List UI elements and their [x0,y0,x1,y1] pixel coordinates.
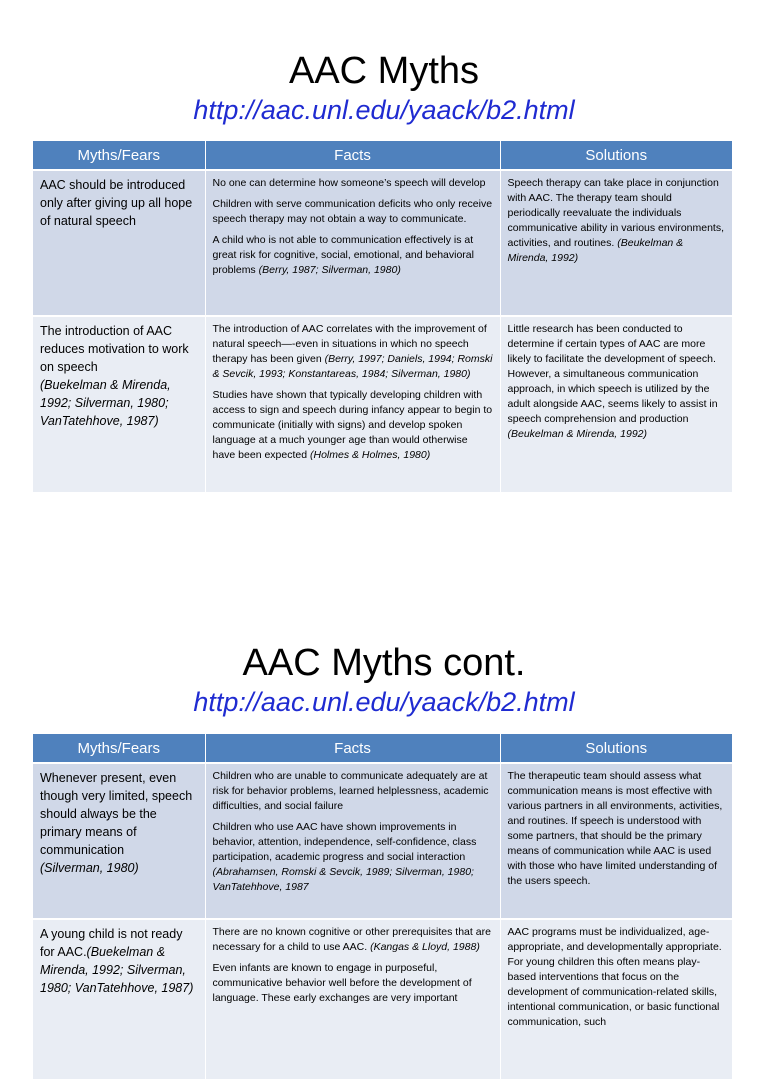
fact-paragraph [213,961,493,1006]
slide-title: AAC Myths cont. [242,642,526,684]
myth-cell [33,763,205,919]
myths-table [33,734,732,1079]
myth-text: AAC should be introduced only after giving up all hope of natural speech [40,178,193,228]
solution-cell [500,919,732,1079]
solution-text: Little research has been conducted to determine if certain types of AAC are more likely to facilitate the development of speech. However, a simultaneous communication approach, in which speech is utilized by the adult alongside AAC, seems likely to assist in speech comprehension and production [507,323,718,425]
solution-cell [500,763,732,919]
facts-cell [205,763,500,919]
solution-cell [500,316,732,492]
facts-cell [205,919,500,1079]
myth-cell [33,170,205,316]
solution-citation: (Beukelman & Mirenda, 1992) [507,428,647,440]
myth-citation: (Buekelman & Mirenda, 1992; Silverman, 1980; VanTatehhove, 1987) [40,378,171,428]
fact-paragraph [213,233,493,278]
myth-citation: (Buekelman & Mirenda, 1992; Silverman, 1980; VanTatehhove, 1987) [40,945,194,995]
fact-citation: (Abrahamsen, Romski & Sevcik, 1989; Silverman, 1980; VanTatehhove, 1987 [212,866,474,893]
fact-text: A child who is not able to communication effectively is at great risk for cognitive, social, emotional, and behavioral problems [212,234,474,276]
myth-text: The introduction of AAC reduces motivation to work on speech [40,324,189,374]
myth-text: Whenever present, even though very limited, speech should always be the primary means of communication [40,771,193,857]
fact-citation: (Holmes & Holmes, 1980) [310,449,431,461]
myth-text: A young child is not ready for AAC. [40,927,183,959]
fact-text: Even infants are known to engage in purposeful, communicative behavior well before the development of language. These early exchanges are very important [212,962,472,1004]
solution-citation: (Beukelman & Mirenda, 1992) [507,237,684,264]
fact-text: Children who use AAC have shown improvements in behavior, attention, independence, self-confidence, class participation, academic progress and social interaction [212,821,477,863]
header-solutions: Solutions [500,734,732,763]
fact-paragraph [213,820,493,895]
fact-text: There are no known cognitive or other prerequisites that are necessary for a child to use AAC. [212,926,491,953]
fact-text: The introduction of AAC correlates with the improvement of natural speech—-even in situations in which no speech therapy has been given [212,323,487,365]
table-row [33,170,732,316]
fact-paragraph [213,769,493,814]
header-myths: Myths/Fears [33,734,205,763]
fact-citation: (Berry, 1987; Silverman, 1980) [258,264,401,276]
fact-paragraph [213,197,493,227]
fact-paragraph [213,322,493,382]
myth-cell [33,316,205,492]
header-facts: Facts [205,734,500,763]
solution-text: Speech therapy can take place in conjunction with AAC. The therapy team should periodically reevaluate the individuals communicative ability in various environments, activities, and routines. [507,177,725,249]
solution-cell [500,170,732,316]
fact-paragraph [213,925,493,955]
header-facts: Facts [205,141,500,170]
fact-citation: (Kangas & Lloyd, 1988) [370,941,480,953]
fact-text: No one can determine how someone’s speech will develop [212,177,486,189]
myths-table [33,141,732,492]
fact-paragraph [213,176,493,191]
slide-1 [0,0,768,461]
fact-paragraph [213,388,493,463]
fact-text: Children with serve communication deficits who only receive speech therapy may not obtain a way to communicate. [212,198,493,225]
table-header-row [33,734,732,763]
table-row [33,919,732,1079]
solution-text: AAC programs must be individualized, age-appropriate, and developmentally appropriate. For young children this often means play-based interventions that focus on the development of communication-related skills, intentional communication, or basic functional communication, such [507,926,722,1028]
header-solutions: Solutions [500,141,732,170]
facts-cell [205,170,500,316]
table-row [33,316,732,492]
solution-text: The therapeutic team should assess what communication means is most effective with various partners in all environments, activities, and routines. If speech is understood with some partners, that should be the primary means of communication while AAC is used with those who have limited understanding of the users speech. [507,770,723,887]
table-row [33,763,732,919]
source-link[interactable]: http://aac.unl.edu/yaack/b2.html [193,687,575,717]
facts-cell [205,316,500,492]
myth-cell [33,919,205,1079]
fact-text: Studies have shown that typically developing children with access to sign and speech during infancy appear to begin to communicate (initially with signs) and develop spoken language at a much younger age than would otherwise have been expected [212,389,493,461]
fact-citation: (Berry, 1997; Daniels, 1994; Romski & Sevcik, 1993; Konstantareas, 1984; Silverman, 1980) [212,353,493,380]
myth-citation: (Silverman, 1980) [40,861,139,875]
header-myths: Myths/Fears [33,141,205,170]
table-header-row [33,141,732,170]
slide-title: AAC Myths [288,50,480,92]
slide-2 [0,594,768,1028]
fact-text: Children who are unable to communicate adequately are at risk for behavior problems, learned helplessness, academic difficulties, and social failure [212,770,489,812]
source-link[interactable]: http://aac.unl.edu/yaack/b2.html [193,95,575,125]
